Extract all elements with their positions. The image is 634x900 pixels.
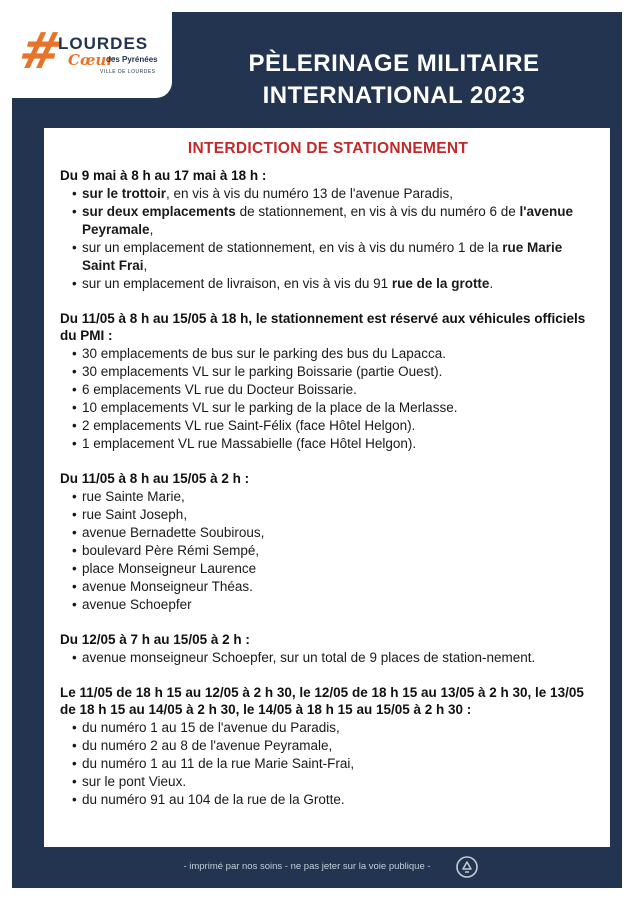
footer [12,855,622,879]
list-item: • sur le trottoir, en vis à vis du numéro 13 de l'avenue Paradis, [72,185,596,203]
section-2-list [60,345,596,453]
list-item: • sur un emplacement de stationnement, en vis à vis du numéro 1 de la rue Marie Saint Frai, [72,239,596,275]
section-3-heading: Du 11/05 à 8 h au 15/05 à 2 h : [60,471,250,486]
logo-tiny-text: VILLE DE LOURDES [100,69,156,75]
list-item: • sur un emplacement de livraison, en vis à vis du 91 rue de la grotte. [72,275,596,293]
title-line-1: PÈLERINAGE MILITAIRE [248,50,540,77]
section-4-list [60,649,596,667]
section-5-list [60,719,596,809]
section-1 [60,167,596,293]
page-title [184,48,604,112]
list-item: • du numéro 2 au 8 de l'avenue Peyramale, [72,737,596,755]
list-item: • sur deux emplacements de stationnement, en vis à vis du numéro 6 de l'avenue Peyramale, [72,203,596,239]
section-5 [60,684,596,809]
section-2 [60,310,596,453]
section-1-heading: Du 9 mai à 8 h au 17 mai à 18 h : [60,168,267,183]
list-item: • sur le pont Vieux. [72,773,596,791]
poster-frame [12,12,622,888]
section-3 [60,470,596,614]
section-4 [60,631,596,667]
list-item: • rue Saint Joseph, [72,506,596,524]
list-item: • boulevard Père Rémi Sempé, [72,542,596,560]
section-1-list [60,185,596,293]
list-item: • avenue Bernadette Soubirous, [72,524,596,542]
list-item: • du numéro 1 au 11 de la rue Marie Saint-Frai, [72,755,596,773]
recycle-icon [456,856,478,878]
list-item: • rue Sainte Marie, [72,488,596,506]
section-5-heading: Le 11/05 de 18 h 15 au 12/05 à 2 h 30, le 12/05 de 18 h 15 au 13/05 à 2 h 30, le 13/05 de 18 h 15 au 14/05 à 2 h 30, le 14/05 à 18 h 15 au 15/05 à 2 h 30 : [60,685,584,717]
list-item: • 30 emplacements VL sur le parking Boissarie (partie Ouest). [72,363,596,381]
list-item: • du numéro 1 au 15 de l'avenue du Paradis, [72,719,596,737]
logo-sub-text: des Pyrénées [106,55,158,64]
hash-logo-icon: # [13,21,69,80]
logo-script-text: Cœur [68,51,115,69]
list-item: • 2 emplacements VL rue Saint-Félix (face Hôtel Helgon). [72,417,596,435]
logo-main-text: LOURDES [58,34,149,53]
list-item: • 1 emplacement VL rue Massabielle (face Hôtel Helgon). [72,435,596,453]
section-3-list [60,488,596,614]
subtitle: INTERDICTION DE STATIONNEMENT [187,140,469,157]
list-item: • place Monseigneur Laurence [72,560,596,578]
section-2-heading: Du 11/05 à 8 h au 15/05 à 18 h, le stationnement est réservé aux véhicules officiels du PMI : [60,311,586,343]
title-line-2: INTERNATIONAL 2023 [262,82,526,109]
list-item: • 30 emplacements de bus sur le parking des bus du Lapacca. [72,345,596,363]
section-4-heading: Du 12/05 à 7 h au 15/05 à 2 h : [60,632,250,647]
list-item: • avenue Schoepfer [72,596,596,614]
city-logo [12,12,172,98]
list-item: • avenue monseigneur Schoepfer, sur un total de 9 places de station-nement. [72,649,596,667]
list-item: • du numéro 91 au 104 de la rue de la Grotte. [72,791,596,809]
list-item: • 6 emplacements VL rue du Docteur Boissarie. [72,381,596,399]
list-item: • 10 emplacements VL sur le parking de la place de la Merlasse. [72,399,596,417]
list-item: • avenue Monseigneur Théas. [72,578,596,596]
footer-notice: - imprimé par nos soins - ne pas jeter sur la voie publique - [183,861,431,872]
content-panel [44,128,610,847]
